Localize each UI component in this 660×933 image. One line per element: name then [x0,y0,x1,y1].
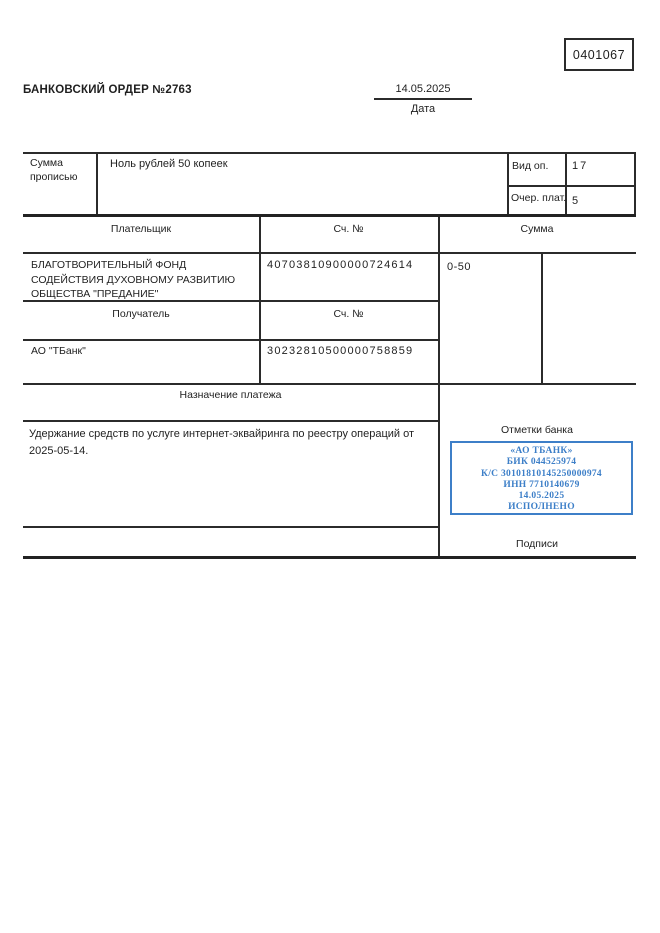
table-line-h [23,152,636,154]
table-line-h [23,339,440,341]
payee-column-label: Получатель [112,308,170,320]
table-line-v [507,152,509,216]
stamp-inn: ИНН 7710140679 [503,479,580,490]
stamp-date: 14.05.2025 [518,491,565,502]
operation-type-label: Вид оп. [512,160,549,172]
table-line-h [23,252,636,254]
table-line-v [541,252,543,385]
amount-column-label: Сумма [520,223,554,235]
stamp-bank-name: «АО ТБАНК» [510,446,573,456]
stamp-corr-account: К/С 30101810145250000974 [481,468,602,479]
payee-name: АО "ТБанк" [31,345,86,357]
table-line-h [23,526,440,528]
purpose-text: Удержание средств по услуге интернет-эквайринга по реестру операций от 2025-05-14. [29,428,415,457]
purpose-column-label: Назначение платежа [179,389,282,401]
table-line-h [23,420,440,422]
table-line-h [23,383,636,385]
operation-type-value: 17 [572,160,589,172]
signatures-label: Подписи [516,538,558,550]
payee-account-column-label: Сч. № [333,308,364,320]
amount-words-value: Ноль рублей 50 копеек [110,158,228,170]
table-line-v [438,217,440,558]
payer-account-column-label: Сч. № [333,223,364,235]
payment-priority-label: Очер. плат. [511,192,567,204]
payer-account-number: 40703810900000724614 [267,259,414,271]
bank-marks-label: Отметки банка [501,424,573,436]
document-title: БАНКОВСКИЙ ОРДЕР №2763 [23,84,192,96]
payment-priority-value: 5 [572,195,579,207]
bank-execution-stamp [450,441,633,515]
stamp-bik: БИК 044525974 [506,457,577,468]
payer-column-label: Плательщик [110,223,172,235]
table-line-h [507,185,636,187]
payer-name: БЛАГОТВОРИТЕЛЬНЫЙ ФОНД СОДЕЙСТВИЯ ДУХОВНОМУ РАЗВИТИЮ ОБЩЕСТВА "ПРЕДАНИЕ" [31,259,236,301]
table-line-v [634,152,636,216]
date-block [374,83,472,115]
amount-value: 0-50 [447,261,472,273]
stamp-status: ИСПОЛНЕНО [508,502,575,513]
table-line-h [23,214,636,217]
form-code-box [564,38,634,71]
payee-account-number: 30232810500000758859 [267,345,414,357]
amount-words-label: Сумма прописью [30,157,78,183]
date-value: 14.05.2025 [374,83,472,100]
table-line-h [23,556,636,559]
form-code: 0401067 [572,47,626,62]
table-line-v [96,152,98,216]
date-label: Дата [410,103,436,115]
table-line-v [565,152,567,216]
